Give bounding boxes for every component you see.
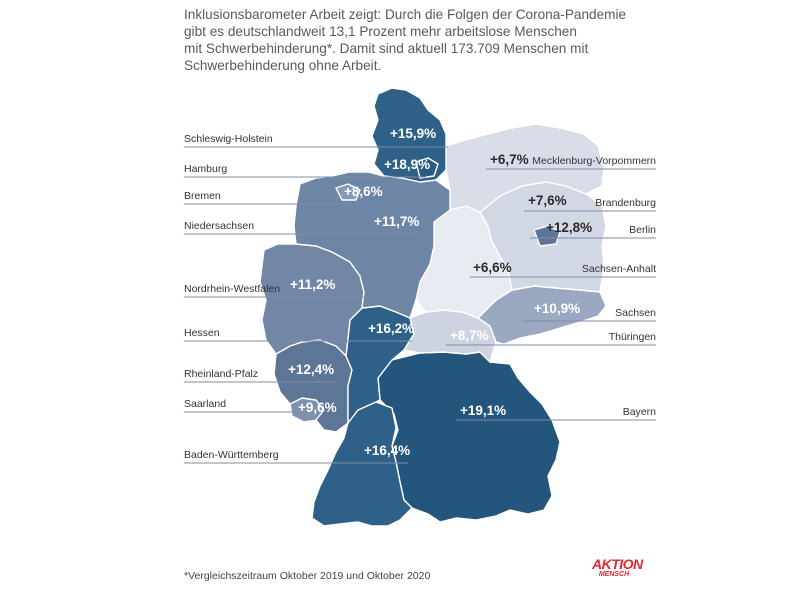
label-schleswig-holstein: Schleswig-Holstein — [184, 133, 273, 145]
value-sachsen-anhalt: +6,6% — [473, 260, 512, 275]
logo-line-2: MENSCH — [598, 571, 630, 578]
value-brandenburg: +7,6% — [528, 193, 567, 208]
value-thueringen: +8,7% — [450, 328, 489, 343]
footnote: *Vergleichszeitraum Oktober 2019 und Oktober 2020 — [184, 570, 431, 582]
value-bayern: +19,1% — [460, 403, 507, 418]
label-hessen: Hessen — [184, 327, 220, 339]
state-shape-bayern — [378, 352, 560, 522]
intro-line: Inklusionsbarometer Arbeit zeigt: Durch die Folgen der Corona-Pandemie — [184, 7, 627, 22]
logo-line-1: AKTION — [592, 556, 643, 572]
label-sachsen-anhalt: Sachsen-Anhalt — [581, 263, 656, 275]
label-bremen: Bremen — [184, 190, 221, 202]
value-nordrhein-westfalen: +11,2% — [290, 277, 336, 292]
value-hessen: +16,2% — [368, 321, 415, 336]
value-saarland: +9,6% — [298, 400, 337, 415]
label-brandenburg: Brandenburg — [595, 197, 656, 209]
label-baden-wuerttemberg: Baden-Württemberg — [184, 449, 279, 461]
intro-line: gibt es deutschlandweit 13,1 Prozent mehr arbeitslose Menschen — [184, 24, 577, 39]
value-niedersachsen: +11,7% — [374, 214, 420, 229]
label-berlin: Berlin — [629, 224, 656, 236]
value-rheinland-pfalz: +12,4% — [288, 362, 335, 377]
label-sachsen: Sachsen — [615, 307, 656, 319]
label-nordrhein-westfalen: Nordrhein-Westfalen — [184, 283, 281, 295]
label-hamburg: Hamburg — [184, 163, 228, 175]
value-berlin: +12,8% — [546, 220, 593, 235]
value-mecklenburg-vorpommern: +6,7% — [490, 152, 529, 167]
label-mecklenburg-vorpommern: Mecklenburg-Vorpommern — [532, 155, 656, 167]
aktion-mensch-logo — [592, 556, 643, 579]
label-thueringen: Thüringen — [608, 331, 656, 343]
value-baden-wuerttemberg: +16,4% — [364, 443, 411, 458]
label-niedersachsen: Niedersachsen — [184, 220, 255, 232]
intro-line: Schwerbehinderung ohne Arbeit. — [184, 58, 382, 73]
value-schleswig-holstein: +15,9% — [390, 126, 437, 141]
value-sachsen: +10,9% — [534, 301, 581, 316]
label-rheinland-pfalz: Rheinland-Pfalz — [184, 368, 259, 380]
label-saarland: Saarland — [184, 398, 227, 410]
label-bayern: Bayern — [622, 406, 656, 418]
intro-line: mit Schwerbehinderung*. Damit sind aktuell 173.709 Menschen mit — [184, 41, 589, 56]
value-hamburg: +18,9% — [384, 157, 431, 172]
value-bremen: +8,6% — [344, 184, 383, 199]
